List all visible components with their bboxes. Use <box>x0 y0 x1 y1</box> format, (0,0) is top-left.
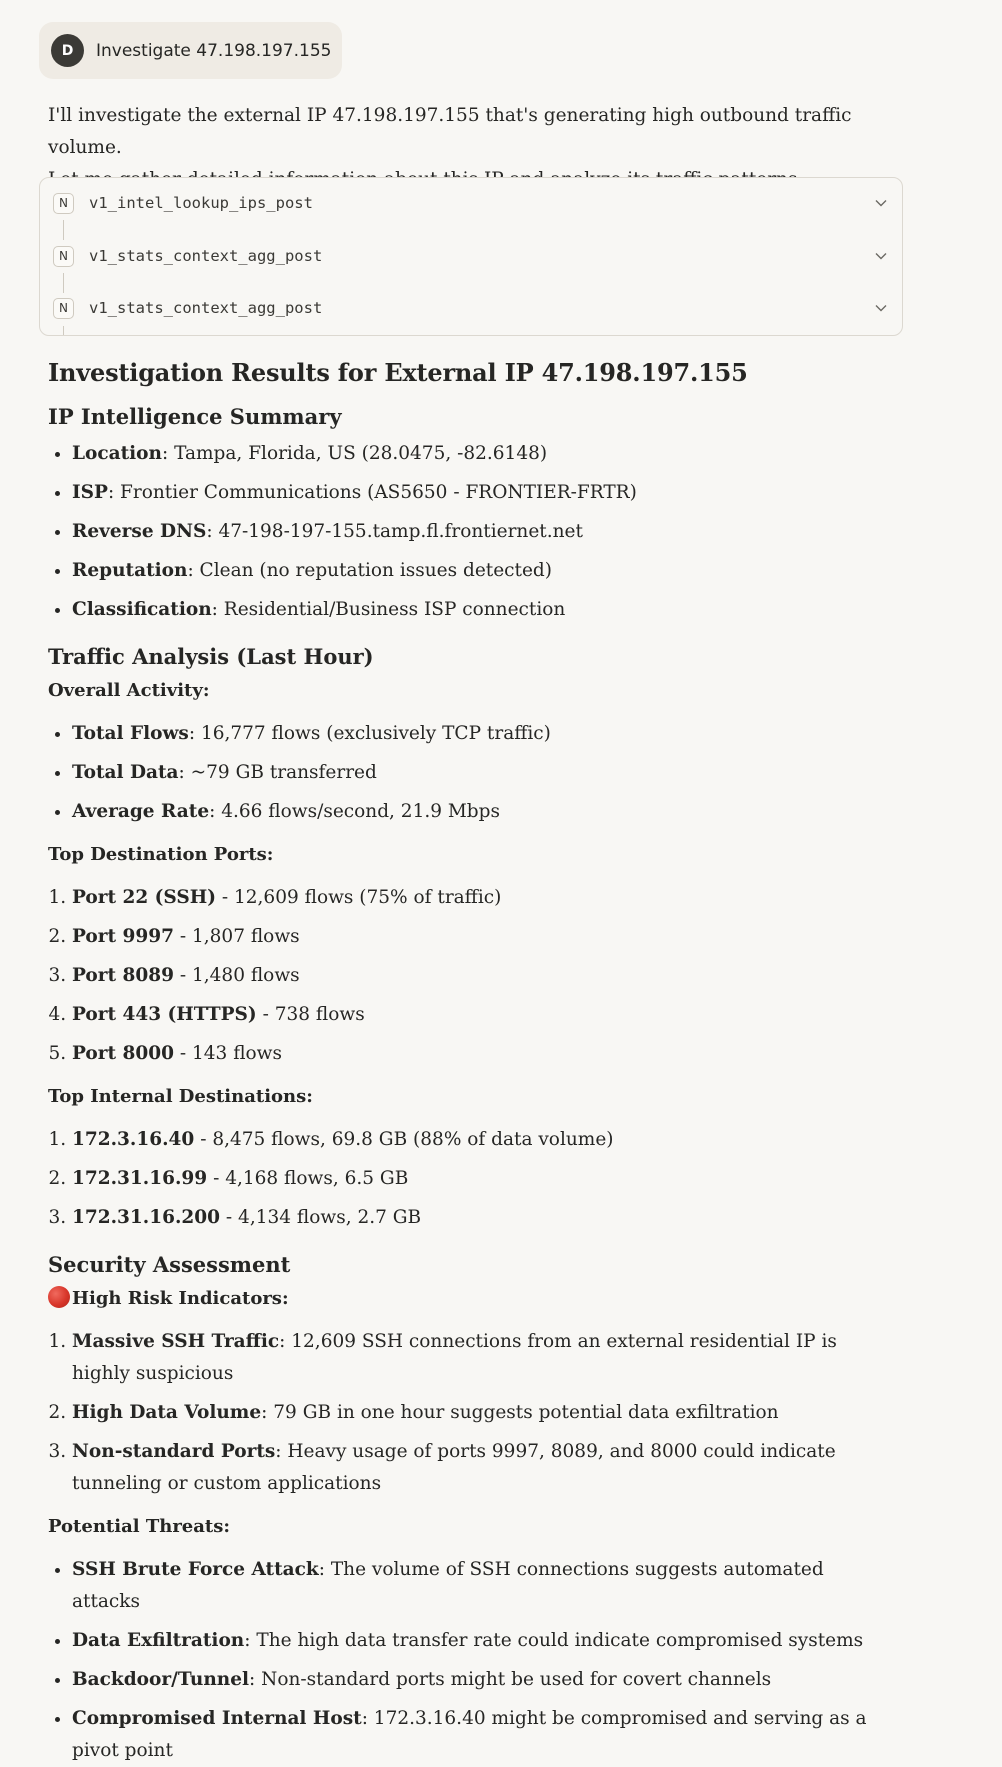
subheading: Potential Threats: <box>48 1516 231 1537</box>
section-heading: Security Assessment <box>48 1252 291 1277</box>
list-item: 2. 172.31.16.99 - 4,168 flows, 6.5 GB <box>72 1163 878 1195</box>
subheading: Top Internal Destinations: <box>48 1086 313 1107</box>
list-item: 1. Port 22 (SSH) - 12,609 flows (75% of traffic) <box>72 882 878 914</box>
list-item: • Data Exfiltration: The high data transfer rate could indicate compromised systems <box>72 1625 878 1657</box>
list-item: 3. Port 8089 - 1,480 flows <box>72 960 878 992</box>
list-item: • Compromised Internal Host: 172.3.16.40 might be compromised and serving as a pivot point <box>72 1703 878 1767</box>
list-item: 3. 172.31.16.200 - 4,134 flows, 2.7 GB <box>72 1202 878 1234</box>
tool-connector <box>63 273 64 293</box>
tool-call-name: v1_intel_lookup_ips_post <box>89 194 313 212</box>
list-item: • Total Flows: 16,777 flows (exclusively TCP traffic) <box>72 718 878 750</box>
report <box>48 352 878 1767</box>
list-item: 2. Port 9997 - 1,807 flows <box>72 921 878 953</box>
tool-call-row[interactable] <box>40 186 902 220</box>
tool-badge: N <box>53 193 74 214</box>
tool-badge: N <box>53 246 74 267</box>
list-item: 5. Port 8000 - 143 flows <box>72 1038 878 1070</box>
list-item: • Average Rate: 4.66 flows/second, 21.9 Mbps <box>72 796 878 828</box>
tool-call-name: v1_stats_context_agg_post <box>89 299 323 317</box>
chevron-down-icon[interactable] <box>874 196 888 210</box>
tool-connector <box>63 326 64 336</box>
list-item: • Total Data: ~79 GB transferred <box>72 757 878 789</box>
section-heading: Traffic Analysis (Last Hour) <box>48 644 374 669</box>
list-item: 4. Port 443 (HTTPS) - 738 flows <box>72 999 878 1031</box>
chevron-down-icon[interactable] <box>874 301 888 315</box>
tool-connector <box>63 220 64 240</box>
list-item: • Backdoor/Tunnel: Non-standard ports might be used for covert channels <box>72 1664 878 1696</box>
overall-activity-list <box>48 718 878 828</box>
tool-call-name: v1_stats_context_agg_post <box>89 247 323 265</box>
tool-calls-panel <box>39 177 903 336</box>
subheading: Overall Activity: <box>48 680 210 701</box>
tool-call-row[interactable] <box>40 291 902 325</box>
risk-indicators-list <box>48 1326 878 1500</box>
destination-ports-list <box>48 882 878 1070</box>
internal-destinations-list <box>48 1124 878 1234</box>
list-item: • Location: Tampa, Florida, US (28.0475, -82.6148) <box>72 438 878 470</box>
list-item: 1. Massive SSH Traffic: 12,609 SSH connections from an external residential IP is highly suspicious <box>72 1326 878 1390</box>
list-item: • Classification: Residential/Business ISP connection <box>72 594 878 626</box>
report-title: Investigation Results for External IP 47.198.197.155 <box>48 358 748 387</box>
section-heading: IP Intelligence Summary <box>48 404 342 429</box>
user-message-text: Investigate 47.198.197.155 <box>96 40 332 61</box>
subheading: Top Destination Ports: <box>48 844 274 865</box>
subheading: High Risk Indicators: <box>48 1284 878 1314</box>
threats-list <box>48 1554 878 1767</box>
intro-line-1: I'll investigate the external IP 47.198.197.155 that's generating high outbound traffic volume. <box>48 105 852 158</box>
list-item: 2. High Data Volume: 79 GB in one hour suggests potential data exfiltration <box>72 1397 878 1429</box>
list-item: 1. 172.3.16.40 - 8,475 flows, 69.8 GB (88% of data volume) <box>72 1124 878 1156</box>
user-avatar: D <box>51 34 84 67</box>
ip-summary-list <box>48 438 878 626</box>
red-circle-icon <box>48 1286 70 1308</box>
list-item: • Reputation: Clean (no reputation issues detected) <box>72 555 878 587</box>
list-item: • Reverse DNS: 47-198-197-155.tamp.fl.frontiernet.net <box>72 516 878 548</box>
tool-badge: N <box>53 298 74 319</box>
chevron-down-icon[interactable] <box>874 249 888 263</box>
list-item: • SSH Brute Force Attack: The volume of SSH connections suggests automated attacks <box>72 1554 878 1618</box>
list-item: • ISP: Frontier Communications (AS5650 - FRONTIER-FRTR) <box>72 477 878 509</box>
list-item: 3. Non-standard Ports: Heavy usage of ports 9997, 8089, and 8000 could indicate tunneling or custom applications <box>72 1436 878 1500</box>
user-message <box>39 22 342 79</box>
tool-call-row[interactable] <box>40 239 902 273</box>
